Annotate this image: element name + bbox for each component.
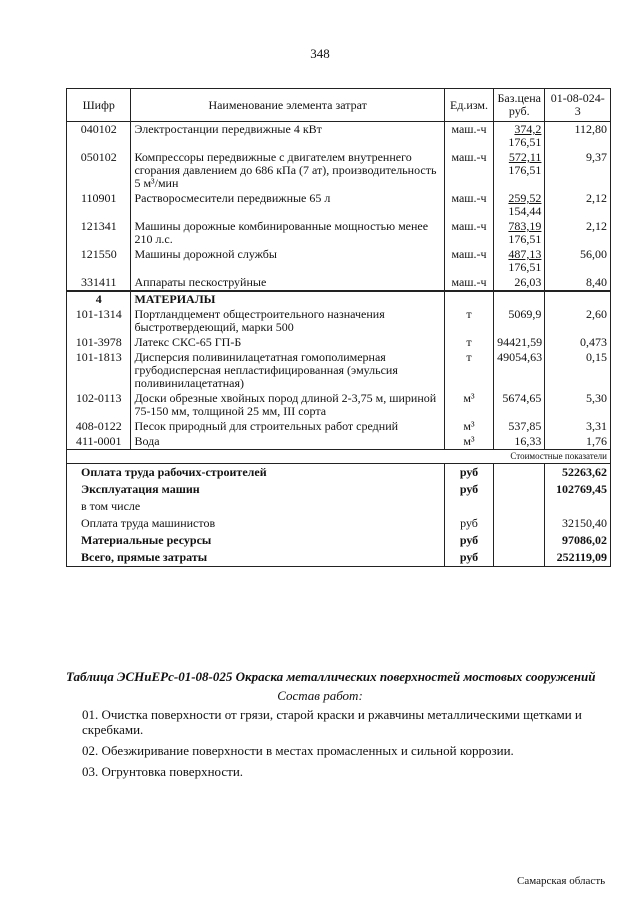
row-name: Электростанции передвижные 4 кВт <box>131 122 445 151</box>
row-name: Аппараты пескоструйные <box>131 275 445 291</box>
row-qty: 9,37 <box>545 150 611 191</box>
summary-row <box>67 549 611 567</box>
row-code: 331411 <box>67 275 131 291</box>
summary-unit: руб <box>444 532 493 549</box>
material-price: 5069,9 <box>494 307 545 335</box>
summary-value: 102769,45 <box>545 481 611 498</box>
summary-value: 252119,09 <box>545 549 611 567</box>
summary-value: 52263,62 <box>545 464 611 482</box>
material-qty: 2,60 <box>545 307 611 335</box>
material-price: 5674,65 <box>494 391 545 419</box>
section-title: МАТЕРИАЛЫ <box>131 291 445 307</box>
row-code: 040102 <box>67 122 131 151</box>
material-unit: т <box>444 335 493 350</box>
summary-row <box>67 498 611 515</box>
row-name: Машины дорожной службы <box>131 247 445 275</box>
material-price: 49054,63 <box>494 350 545 391</box>
material-qty: 0,15 <box>545 350 611 391</box>
row-price <box>494 122 545 151</box>
cost-table <box>66 88 611 567</box>
section-code: 4 <box>67 291 131 307</box>
header-name: Наименование элемента затрат <box>131 89 445 122</box>
material-price: 94421,59 <box>494 335 545 350</box>
price-current: 487,13 <box>508 247 542 261</box>
row-unit: маш.-ч <box>444 219 493 247</box>
material-unit: м³ <box>444 419 493 434</box>
material-qty: 1,76 <box>545 434 611 450</box>
price-current: 572,11 <box>508 150 542 164</box>
row-code: 121341 <box>67 219 131 247</box>
row-code: 121550 <box>67 247 131 275</box>
row-name: Машины дорожные комбинированные мощностью менее 210 л.с. <box>131 219 445 247</box>
summary-unit: руб <box>444 481 493 498</box>
table-caption: Таблица ЭСНиЕРс-01-08-025 Окраска металлических поверхностей мостовых сооружений <box>66 669 596 684</box>
summary-value <box>545 498 611 515</box>
material-name: Латекс СКС-65 ГП-Б <box>131 335 445 350</box>
cost-indicators-row <box>67 450 611 464</box>
row-unit: маш.-ч <box>444 150 493 191</box>
material-unit: м³ <box>444 391 493 419</box>
table-row <box>67 150 611 191</box>
row-qty: 2,12 <box>545 219 611 247</box>
summary-row <box>67 515 611 532</box>
price-base: 154,44 <box>508 204 542 218</box>
section-row <box>67 291 611 307</box>
works-subtitle: Состав работ: <box>277 688 363 703</box>
material-unit: т <box>444 307 493 335</box>
material-code: 101-3978 <box>67 335 131 350</box>
row-qty: 2,12 <box>545 191 611 219</box>
row-price <box>494 191 545 219</box>
summary-label: Всего, прямые затраты <box>67 549 445 567</box>
material-code: 102-0113 <box>67 391 131 419</box>
summary-label: в том числе <box>67 498 445 515</box>
summary-label: Материальные ресурсы <box>67 532 445 549</box>
summary-label: Оплата труда машинистов <box>67 515 445 532</box>
material-qty: 3,31 <box>545 419 611 434</box>
row-price <box>494 247 545 275</box>
row-name: Компрессоры передвижные с двигателем внутреннего сгорания давлением до 686 кПа (7 ат), производительность 5 м³/мин <box>131 150 445 191</box>
material-code: 101-1813 <box>67 350 131 391</box>
material-name: Доски обрезные хвойных пород длиной 2-3,75 м, шириной 75-150 мм, толщиной 25 мм, III сорта <box>131 391 445 419</box>
row-unit: маш.-ч <box>444 247 493 275</box>
price-base: 176,51 <box>508 135 542 149</box>
header-code: Шифр <box>67 89 131 122</box>
summary-label: Эксплуатация машин <box>67 481 445 498</box>
material-row <box>67 419 611 434</box>
summary-unit: руб <box>444 464 493 482</box>
row-unit: маш.-ч <box>444 122 493 151</box>
row-name: Растворосмесители передвижные 65 л <box>131 191 445 219</box>
material-qty: 0,473 <box>545 335 611 350</box>
row-price <box>494 150 545 191</box>
row-qty: 112,80 <box>545 122 611 151</box>
summary-unit: руб <box>444 515 493 532</box>
material-code: 101-1314 <box>67 307 131 335</box>
material-row <box>67 350 611 391</box>
material-name: Портландцемент общестроительного назначения быстротвердеющий, марки 500 <box>131 307 445 335</box>
material-unit: т <box>444 350 493 391</box>
material-unit: м³ <box>444 434 493 450</box>
row-price: 26,03 <box>494 275 545 291</box>
summary-row <box>67 481 611 498</box>
row-price <box>494 219 545 247</box>
header-norm: 01-08-024-3 <box>545 89 611 122</box>
price-current: 783,19 <box>508 219 542 233</box>
material-name: Песок природный для строительных работ средний <box>131 419 445 434</box>
material-name: Дисперсия поливинилацетатная гомополимерная грубодисперсная непластифицированная (эмульсия поливинилацетатная) <box>131 350 445 391</box>
price-current: 374,2 <box>514 122 542 136</box>
summary-unit <box>444 498 493 515</box>
material-row <box>67 391 611 419</box>
price-current: 259,52 <box>508 191 542 205</box>
region-footer: Самарская область <box>517 875 606 887</box>
material-price: 16,33 <box>494 434 545 450</box>
row-qty: 56,00 <box>545 247 611 275</box>
summary-value: 97086,02 <box>545 532 611 549</box>
summary-label: Оплата труда рабочих-строителей <box>67 464 445 482</box>
row-code: 050102 <box>67 150 131 191</box>
header-unit: Ед.изм. <box>444 89 493 122</box>
page-number: 348 <box>310 46 330 61</box>
material-code: 411-0001 <box>67 434 131 450</box>
table-row <box>67 219 611 247</box>
table-row <box>67 191 611 219</box>
row-unit: маш.-ч <box>444 191 493 219</box>
material-price: 537,85 <box>494 419 545 434</box>
material-row <box>67 434 611 450</box>
material-qty: 5,30 <box>545 391 611 419</box>
material-code: 408-0122 <box>67 419 131 434</box>
price-base: 176,51 <box>508 163 542 177</box>
table-row <box>67 247 611 275</box>
row-qty: 8,40 <box>545 275 611 291</box>
table-header-row <box>67 89 611 122</box>
material-name: Вода <box>131 434 445 450</box>
cost-indicators-label: Стоимостные показатели <box>67 450 611 464</box>
summary-row <box>67 464 611 482</box>
works-list <box>82 707 582 785</box>
material-row <box>67 307 611 335</box>
price-base: 176,51 <box>508 260 542 274</box>
row-unit: маш.-ч <box>444 275 493 291</box>
material-row <box>67 335 611 350</box>
row-code: 110901 <box>67 191 131 219</box>
summary-value: 32150,40 <box>545 515 611 532</box>
work-item: 02. Обезжиривание поверхности в местах промасленных и сильной коррозии. <box>82 743 514 758</box>
summary-row <box>67 532 611 549</box>
table-row <box>67 275 611 291</box>
header-price: Баз.цена руб. <box>494 89 545 122</box>
table-row <box>67 122 611 151</box>
price-base: 176,51 <box>508 232 542 246</box>
work-item: 03. Огрунтовка поверхности. <box>82 764 244 779</box>
work-item: 01. Очистка поверхности от грязи, старой краски и ржавчины металлическими щетками и скребками. <box>82 707 582 737</box>
summary-unit: руб <box>444 549 493 567</box>
